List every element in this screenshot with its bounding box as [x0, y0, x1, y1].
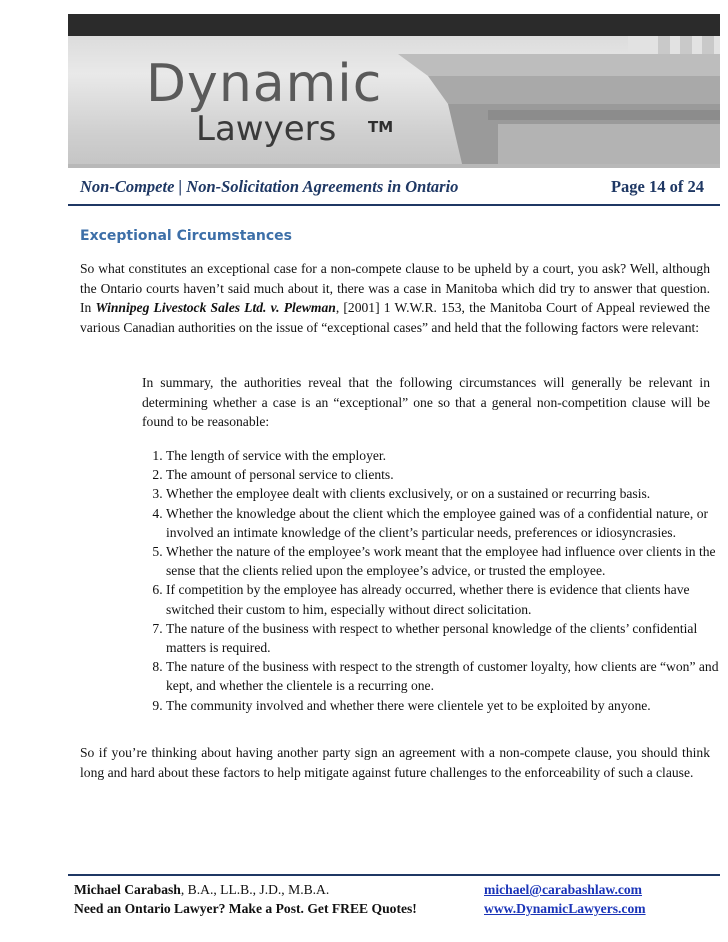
logo-dynamic-text: Dynamic — [146, 54, 383, 114]
intro-text-2: , [2001] 1 W.W.R. 153, the Manitoba Court of Appeal reviewed the various Canadian authorities on the issue of “exceptional cases” and held that the following factors were relevant: — [80, 300, 710, 335]
list-item: 5. Whether the nature of the employee’s work meant that the employee had influence over clients in the sense that the clients relied upon the employee’s advice, or trusted the employee. — [166, 542, 728, 580]
header-banner — [68, 14, 720, 168]
logo-lawyers-text: Lawyers — [196, 109, 337, 149]
author-name: Michael Carabash — [74, 882, 181, 897]
intro-paragraph — [80, 259, 710, 337]
page-footer — [68, 874, 720, 924]
footer-tagline: Need an Ontario Lawyer? Make a Post. Get FREE Quotes! — [74, 901, 417, 916]
document-title: Non-Compete | Non-Solicitation Agreements in Ontario — [80, 177, 459, 196]
block-quote: In summary, the authorities reveal that the following circumstances will generally be relevant in determining whether a case is an “exceptional” one so that a general non-competition clause will be found to be reasonable: — [142, 375, 710, 430]
section-heading: Exceptional Circumstances — [80, 228, 293, 244]
page-number: Page 14 of 24 — [610, 177, 704, 196]
conclusion-paragraph: So if you’re thinking about having another party sign an agreement with a non-compete clause, you should think long and hard about these factors to help mitigate against future challenges to the enforceability of such a clause. — [80, 745, 710, 780]
email-link[interactable]: michael@carabashlaw.com — [484, 882, 643, 897]
list-item: 7. The nature of the business with respect to whether personal knowledge of the clients’ confidential matters is required. — [166, 619, 728, 657]
intro-text-1: So what constitutes an exceptional case for a non-compete clause to be upheld by a court, you ask? Well, although the Ontario courts haven’t said much about it, there was a case in Manitoba which did try to answer that question. In — [80, 261, 710, 316]
website-link[interactable]: www.DynamicLawyers.com — [484, 901, 646, 916]
list-item: 4. Whether the knowledge about the client which the employee gained was of a confidential nature, or involved an intimate knowledge of the client’s particular needs, preferences or idiosyncrasies. — [166, 504, 728, 542]
list-item: 8. The nature of the business with respect to the strength of customer loyalty, how clients are “won” and kept, and whether the clientele is a recurring one. — [166, 657, 728, 695]
footer-contact-block — [484, 880, 646, 918]
list-item: 6. If competition by the employee has already occurred, whether there is evidence that clients have switched their custom to him, especially without direct solicitation. — [166, 580, 728, 618]
case-name: Winnipeg Livestock Sales Ltd. v. Plewman — [95, 300, 336, 316]
author-credentials: , B.A., LL.B., J.D., M.B.A. — [180, 882, 330, 897]
list-item: 2. The amount of personal service to clients. — [166, 465, 728, 484]
author-line — [74, 880, 417, 899]
logo-trademark: TM — [368, 118, 394, 136]
list-item: 1. The length of service with the employer. — [166, 446, 728, 465]
list-item: 9. The community involved and whether there were clientele yet to be exploited by anyone. — [166, 696, 728, 715]
footer-author-block — [74, 880, 417, 918]
title-bar — [68, 168, 720, 206]
factors-list — [142, 446, 728, 715]
list-item: 3. Whether the employee dealt with clients exclusively, or on a sustained or recurring basis. — [166, 484, 728, 503]
